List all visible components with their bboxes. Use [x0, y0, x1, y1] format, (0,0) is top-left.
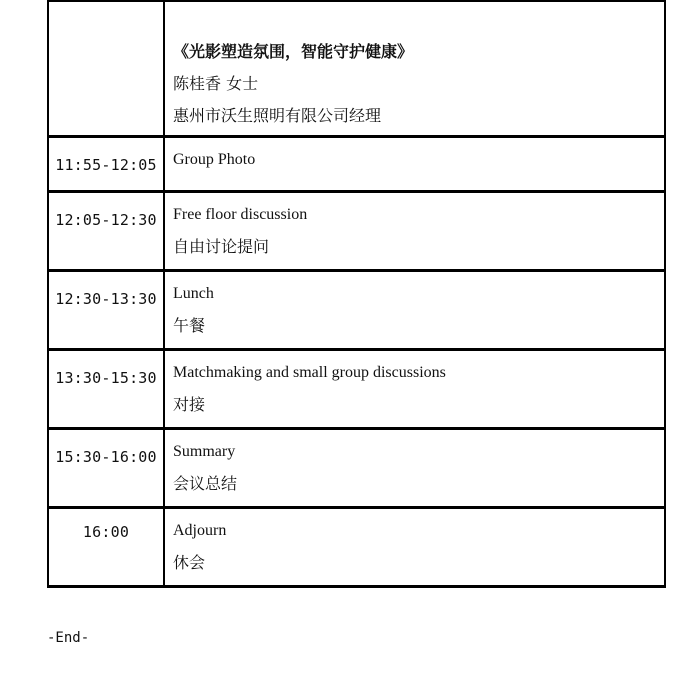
session-title-zh: 自由讨论提问 — [173, 237, 270, 256]
end-marker: -End- — [47, 630, 90, 646]
session-cell — [165, 509, 664, 585]
time-cell: 13:30-15:30 — [49, 351, 165, 427]
time-cell: 11:55-12:05 — [49, 138, 165, 190]
speaker-affiliation: 惠州市沃生照明有限公司经理 — [173, 106, 382, 125]
time-cell: 15:30-16:00 — [49, 430, 165, 506]
session-title-en: Summary — [173, 443, 236, 460]
table-row — [49, 135, 664, 190]
time-cell — [49, 2, 165, 135]
session-title-en: Group Photo — [173, 151, 256, 168]
table-row — [49, 269, 664, 348]
table-row — [49, 190, 664, 269]
table-row — [49, 0, 664, 135]
session-title-en: Free floor discussion — [173, 206, 308, 223]
session-cell — [165, 138, 664, 190]
session-cell — [165, 272, 664, 348]
time-cell: 16:00 — [49, 509, 165, 585]
session-cell — [165, 2, 664, 135]
time-cell: 12:05-12:30 — [49, 193, 165, 269]
session-title-en: Lunch — [173, 285, 214, 302]
session-cell — [165, 351, 664, 427]
session-cell — [165, 430, 664, 506]
session-title-en: Adjourn — [173, 522, 227, 539]
session-cell — [165, 193, 664, 269]
speaker-name: 陈桂香 女士 — [173, 74, 259, 93]
session-title-zh: 对接 — [173, 395, 206, 414]
time-cell: 12:30-13:30 — [49, 272, 165, 348]
session-title-en: Matchmaking and small group discussions — [173, 364, 446, 381]
session-title-zh: 休会 — [173, 553, 206, 572]
table-row — [49, 506, 664, 585]
session-title-zh: 午餐 — [173, 316, 206, 335]
schedule-table — [47, 0, 666, 588]
talk-title: 《光影塑造氛围，智能守护健康》 — [173, 42, 414, 61]
session-title-zh: 会议总结 — [173, 474, 238, 493]
table-row — [49, 427, 664, 506]
table-row — [49, 348, 664, 427]
